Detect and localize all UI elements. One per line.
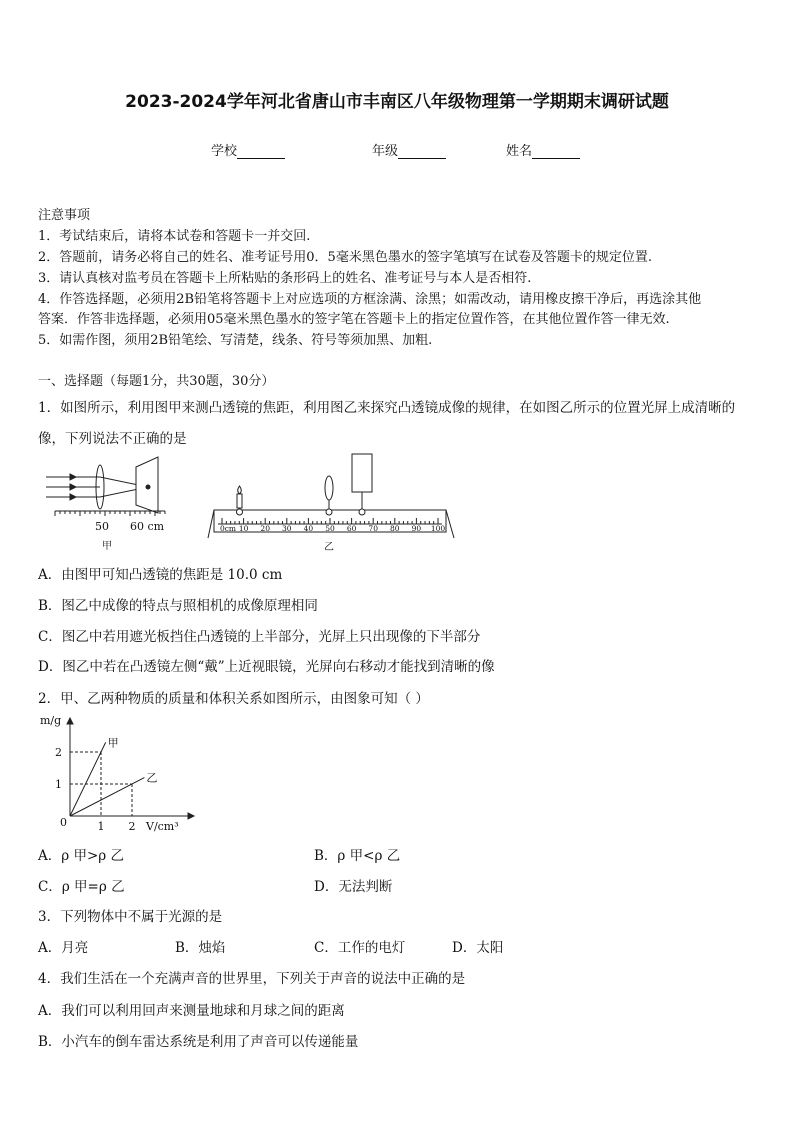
scale-label: 70 (368, 524, 378, 533)
scale-label: 20 (260, 524, 270, 533)
notice-item: 4．作答选择题，必须用2B铅笔将答题卡上对应选项的方框涂满、涂黑；如需改动，请用橡皮擦干净后，再选涂其他 (38, 292, 702, 307)
q1-stem-line1: 1．如图所示，利用图甲来测凸透镜的焦距，利用图乙来探究凸透镜成像的规律，在如图乙所示的位置光屏上成清晰的 (38, 400, 736, 416)
notice-item: 1．考试结束后，请将本试卷和答题卡一并交回. (38, 229, 311, 244)
page-title: 2023-2024学年河北省唐山市丰南区八年级物理第一学期期末调研试题 (125, 92, 669, 112)
q1-option-a: A．由图甲可知凸透镜的焦距是 10.0 cm (38, 567, 283, 583)
x-tick-label: 2 (128, 820, 136, 833)
q4-option-b: B．小汽车的倒车雷达系统是利用了声音可以传递能量 (38, 1034, 359, 1050)
notice-item: 答案．作答非选择题，必须用05毫米黑色墨水的签字笔在答题卡上的指定位置作答，在其他位置作答一律无效. (38, 312, 670, 327)
q3-option-c: C．工作的电灯 (314, 940, 406, 956)
candle-flame-icon (238, 486, 242, 494)
x-axis-label: V/cm³ (146, 820, 179, 833)
scale-label: 40 (303, 524, 314, 533)
school-field (211, 140, 285, 159)
q1-option-b: B．图乙中成像的特点与照相机的成像原理相同 (38, 598, 318, 614)
q1-figure-b (204, 450, 459, 555)
y-tick-label: 1 (55, 778, 62, 791)
tick-label-50: 50 (95, 520, 109, 533)
grade-label: 年级 (372, 144, 399, 159)
figure-b-label: 乙 (324, 542, 334, 553)
origin-label: 0 (60, 816, 67, 829)
notice-item: 5．如需作图，须用2B铅笔绘、写清楚，线条、符号等须加黑、加粗. (38, 333, 433, 348)
scale-label: 50 (325, 524, 335, 533)
series-line-yi (70, 778, 144, 816)
section-heading: 一、选择题（每题1分，共30题，30分） (38, 374, 275, 389)
q3-option-a: A．月亮 (38, 940, 89, 956)
q2-option-c: C．ρ 甲=ρ 乙 (38, 879, 125, 895)
q2-option-d: D．无法判断 (314, 879, 393, 895)
q1-option-d: D．图乙中若在凸透镜左侧“戴”上近视眼镜，光屏向右移动才能找到清晰的像 (38, 659, 495, 675)
q2-option-b: B．ρ 甲<ρ 乙 (314, 848, 401, 864)
school-label: 学校 (211, 144, 238, 159)
scale-label: 90 (411, 524, 422, 533)
series-label: 乙 (146, 771, 158, 785)
q4-stem: 4．我们生活在一个充满声音的世界里，下列关于声音的说法中正确的是 (38, 971, 466, 987)
arrow-icon (70, 474, 76, 480)
name-blank (532, 144, 580, 159)
q3-option-d: D．太阳 (452, 940, 504, 956)
light-screen (352, 454, 372, 492)
q1-option-c: C．图乙中若用遮光板挡住凸透镜的上半部分，光屏上只出现像的下半部分 (38, 629, 481, 645)
notice-item: 2．答题前，请务必将自己的姓名、准考证号用0．5毫米黑色墨水的签字笔填写在试卷及答题卡的规定位置. (38, 250, 652, 265)
q3-option-b: B．烛焰 (175, 940, 226, 956)
school-blank (237, 144, 285, 159)
q2-mass-volume-chart (38, 712, 198, 837)
arrow-icon (70, 494, 76, 500)
scale-label: 10 (238, 524, 249, 533)
convex-lens (325, 476, 333, 500)
q1-stem-line2: 像，下列说法不正确的是 (38, 431, 187, 447)
y-axis-label: m/g (40, 714, 62, 727)
series-label: 甲 (107, 736, 119, 750)
candle (237, 494, 242, 508)
q3-stem: 3．下列物体中不属于光源的是 (38, 909, 223, 925)
x-axis-arrow-icon (188, 813, 194, 819)
tick-label-60: 60 cm (129, 520, 165, 533)
name-label: 姓名 (506, 144, 533, 159)
q2-option-a: A．ρ 甲>ρ 乙 (38, 848, 125, 864)
scale-label: 100 (430, 524, 446, 533)
y-tick-label: 2 (55, 746, 62, 759)
scale-label: 30 (282, 524, 292, 533)
notice-item: 3．请认真核对监考员在答题卡上所粘贴的条形码上的姓名、准考证号与本人是否相符. (38, 271, 532, 286)
focal-point (146, 485, 150, 489)
arrow-icon (70, 484, 76, 490)
q4-option-a: A．我们可以利用回声来测量地球和月球之间的距离 (38, 1003, 345, 1019)
scale-label: 0cm (219, 524, 237, 533)
bench-leg (446, 510, 454, 538)
y-axis-arrow-icon (67, 718, 73, 724)
grade-field (372, 140, 446, 159)
grade-blank (398, 144, 446, 159)
x-tick-label: 1 (97, 820, 105, 833)
series-line-jia (70, 742, 106, 816)
figure-a-label: 甲 (102, 541, 112, 552)
scale-label: 80 (390, 524, 400, 533)
name-field (506, 140, 580, 159)
bench-leg (208, 510, 214, 538)
q1-figure-a (40, 455, 175, 555)
q2-stem: 2．甲、乙两种物质的质量和体积关系如图所示，由图象可知（ ） (38, 691, 429, 707)
scale-label: 60 (346, 524, 357, 533)
notice-heading: 注意事项 (38, 208, 91, 223)
